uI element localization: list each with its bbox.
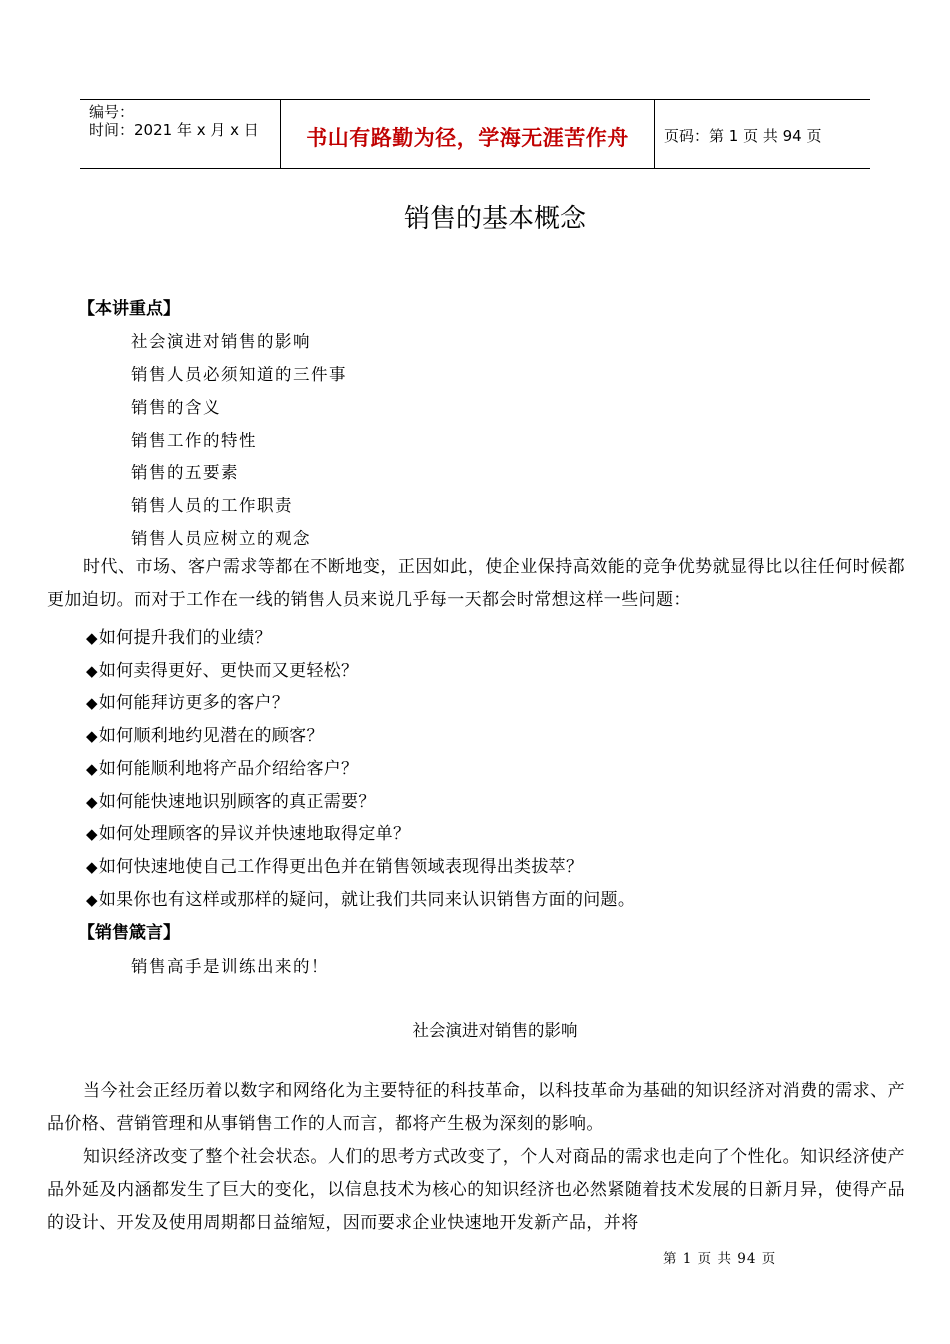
bullet-item (86, 623, 272, 648)
diamond-icon: ◆ (86, 727, 98, 745)
bullet-item (86, 787, 376, 812)
page-footer: 第 1 页 共 94 页 (663, 1251, 777, 1267)
bullet-text: 如何处理顾客的异议并快速地取得定单？ (98, 824, 411, 844)
focus-item: 销售人员必须知道的三件事 (131, 365, 347, 384)
section-paragraph: 知识经济改变了整个社会状态。人们的思考方式改变了，个人对商品的需求也走向了个性化。知识经济使产品外延及内涵都发生了巨大的变化，以信息技术为核心的知识经济也必然紧随着技术发展的日新月异，使得产品的设计、开发及使用周期都日益缩短，因而要求企业快速地开发新产品，并将 (47, 1147, 905, 1233)
bullet-text: 如何顺利地约见潜在的顾客？ (98, 726, 324, 746)
maxim-text: 销售高手是训练出来的！ (131, 957, 329, 976)
focus-item: 销售工作的特性 (131, 431, 257, 450)
page-title: 销售的基本概念 (403, 204, 586, 234)
diamond-icon: ◆ (86, 760, 98, 778)
focus-item: 社会演进对销售的影响 (131, 332, 311, 351)
number-label: 编号： (89, 103, 135, 121)
bullet-item (86, 656, 358, 681)
bullet-item (86, 885, 635, 910)
bullet-text: 如何卖得更好、更快而又更轻松？ (98, 661, 359, 681)
bullet-text: 如何能拜访更多的客户？ (98, 693, 290, 713)
focus-item: 销售的含义 (131, 398, 221, 417)
intro-paragraph: 时代、市场、客户需求等都在不断地变，正因如此，使企业保持高效能的竞争优势就显得比以往任何时候都更加迫切。而对于工作在一线的销售人员来说几乎每一天都会时常想这样一些问题： (47, 557, 905, 610)
header-table (80, 99, 870, 169)
diamond-icon: ◆ (86, 891, 98, 909)
header-left-cell (80, 100, 281, 168)
focus-heading: 【本讲重点】 (78, 299, 180, 319)
diamond-icon: ◆ (86, 825, 98, 843)
bullet-item (86, 852, 583, 877)
header-page-cell (655, 100, 870, 168)
diamond-icon: ◆ (86, 793, 98, 811)
bullet-text: 如果你也有这样或那样的疑问，就让我们共同来认识销售方面的问题。 (98, 890, 636, 910)
bullet-text: 如何能快速地识别顾客的真正需要？ (98, 792, 376, 812)
bullet-text: 如何快速地使自己工作得更出色并在销售领域表现得出类拔萃？ (98, 857, 584, 877)
focus-item: 销售的五要素 (131, 463, 239, 482)
bullet-item (86, 754, 358, 779)
section-title: 社会演进对销售的影响 (412, 1021, 578, 1040)
bullet-text: 如何能顺利地将产品介绍给客户？ (98, 759, 359, 779)
bullet-item (86, 688, 289, 713)
focus-item: 销售人员的工作职责 (131, 496, 293, 515)
header-motto-cell (281, 100, 655, 168)
diamond-icon: ◆ (86, 629, 98, 647)
bullet-item (86, 819, 410, 844)
maxim-heading: 【销售箴言】 (78, 923, 180, 943)
section-paragraph: 当今社会正经历着以数字和网络化为主要特征的科技革命，以科技革命为基础的知识经济对消费的需求、产品价格、营销管理和从事销售工作的人而言，都将产生极为深刻的影响。 (47, 1081, 905, 1134)
diamond-icon: ◆ (86, 858, 98, 876)
bullet-item (86, 721, 324, 746)
diamond-icon: ◆ (86, 662, 98, 680)
focus-item: 销售人员应树立的观念 (131, 529, 311, 548)
page-info: 页码：第 1 页 共 94 页 (664, 127, 822, 145)
bullet-text: 如何提升我们的业绩？ (98, 628, 272, 648)
diamond-icon: ◆ (86, 694, 98, 712)
time-label: 时间：2021 年 x 月 x 日 (89, 121, 259, 139)
motto: 书山有路勤为径，学海无涯苦作舟 (306, 125, 629, 150)
